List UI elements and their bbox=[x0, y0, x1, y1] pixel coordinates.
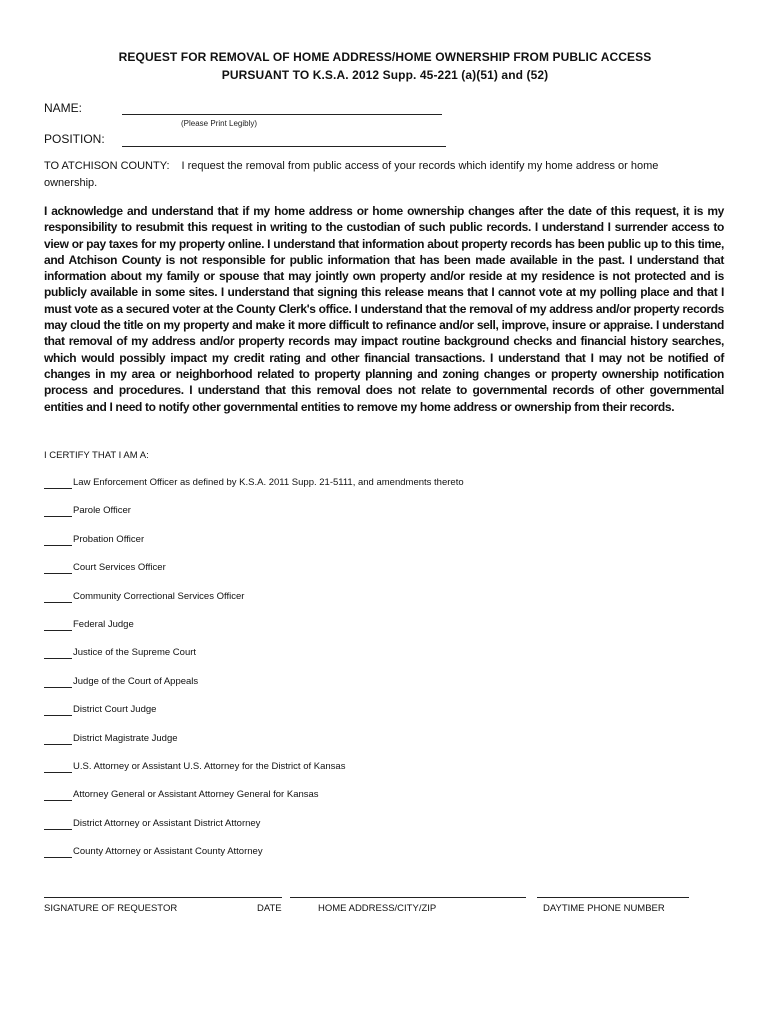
checkbox-blank[interactable] bbox=[44, 733, 72, 745]
address-line[interactable] bbox=[290, 897, 526, 898]
request-line bbox=[44, 160, 658, 172]
certify-option bbox=[44, 477, 464, 505]
certify-option-label: District Court Judge bbox=[73, 704, 157, 716]
certify-option bbox=[44, 619, 464, 647]
checkbox-blank[interactable] bbox=[44, 789, 72, 801]
certify-option-label: Judge of the Court of Appeals bbox=[73, 675, 199, 687]
checkbox-blank[interactable] bbox=[44, 761, 72, 773]
certify-option-label: Community Correctional Services Officer bbox=[73, 590, 245, 602]
certify-option-label: U.S. Attorney or Assistant U.S. Attorney for the District of Kansas bbox=[73, 760, 346, 772]
request-text: I request the removal from public access of your records which identify my home address or home bbox=[181, 160, 659, 172]
certify-option-label: Court Services Officer bbox=[73, 562, 166, 574]
certify-option bbox=[44, 647, 464, 675]
checkbox-blank[interactable] bbox=[44, 534, 72, 546]
certify-heading: I CERTIFY THAT I AM A: bbox=[44, 450, 149, 461]
certify-option bbox=[44, 818, 464, 846]
name-field[interactable] bbox=[122, 114, 442, 115]
certify-option bbox=[44, 505, 464, 533]
signature-line[interactable] bbox=[44, 897, 282, 898]
checkbox-blank[interactable] bbox=[44, 846, 72, 858]
certify-option-label: Law Enforcement Officer as defined by K.S.A. 2011 Supp. 21-5111, and amendments thereto bbox=[73, 477, 464, 488]
name-label: NAME: bbox=[44, 101, 83, 115]
checkbox-blank[interactable] bbox=[44, 676, 72, 688]
certify-option-label: Justice of the Supreme Court bbox=[73, 647, 197, 659]
position-label: POSITION: bbox=[44, 132, 105, 146]
certify-option bbox=[44, 704, 464, 732]
checkbox-blank[interactable] bbox=[44, 818, 72, 830]
checkbox-blank[interactable] bbox=[44, 562, 72, 574]
checkbox-blank[interactable] bbox=[44, 477, 72, 489]
checkbox-blank[interactable] bbox=[44, 591, 72, 603]
checkbox-blank[interactable] bbox=[44, 505, 72, 517]
certify-options bbox=[44, 477, 464, 874]
certify-option bbox=[44, 761, 464, 789]
certify-option-label: County Attorney or Assistant County Attorney bbox=[73, 846, 263, 858]
certify-option-label: Probation Officer bbox=[73, 533, 145, 545]
to-county-label: TO ATCHISON COUNTY: bbox=[44, 160, 170, 172]
acknowledgment-paragraph: I acknowledge and understand that if my home address or home ownership changes after the date of this request, it is my responsibility to resubmit this request in writing to the custodian of such public records. I understand I surrender access to view or pay taxes for my property online. I understand that information about property records has been public up to this time, and Atchison County is not responsible for public information that has been made available in the past. I understand that information about my family or spouse that may jointly own property and/or reside at my residence is not protected and is publicly available in some sites. I understand that signing this release means that I cannot vote at my polling place and that I must vote as a secured voter at the County Clerk's office. I understand that the removal of my address and/or property records may cloud the title on my property and make it more difficult to refinance and/or sell, improve, insure or appraise. I understand that removal of my address and/or property records may impact routine background checks and financial history searches, which would possibly impact my credit rating and other financial transactions. I understand that I may not be notified of changes in my area or neighborhood related to property planning and zoning changes or property ownership notification process and procedures. I understand that this removal does not relate to governmental records of other governmental entities and I need to notify other governmental entities to remove my home address or ownership from their records. bbox=[44, 204, 724, 414]
certify-option bbox=[44, 733, 464, 761]
checkbox-blank[interactable] bbox=[44, 647, 72, 659]
date-label: DATE bbox=[257, 903, 282, 914]
certify-option bbox=[44, 562, 464, 590]
checkbox-blank[interactable] bbox=[44, 704, 72, 716]
request-text-continued: ownership. bbox=[44, 177, 98, 189]
certify-option-label: District Attorney or Assistant District Attorney bbox=[73, 817, 261, 829]
certify-option-label: Attorney General or Assistant Attorney General for Kansas bbox=[73, 789, 319, 801]
certify-option bbox=[44, 846, 464, 874]
form-subtitle: PURSUANT TO K.S.A. 2012 Supp. 45-221 (a)(51) and (52) bbox=[221, 68, 549, 82]
phone-label: DAYTIME PHONE NUMBER bbox=[543, 903, 665, 914]
certify-option-label: Parole Officer bbox=[73, 505, 131, 517]
form-title: REQUEST FOR REMOVAL OF HOME ADDRESS/HOME OWNERSHIP FROM PUBLIC ACCESS bbox=[118, 50, 652, 64]
phone-line[interactable] bbox=[537, 897, 689, 898]
address-label: HOME ADDRESS/CITY/ZIP bbox=[318, 903, 437, 914]
certify-option bbox=[44, 534, 464, 562]
certify-option-label: District Magistrate Judge bbox=[73, 732, 178, 744]
name-hint: (Please Print Legibly) bbox=[181, 119, 258, 128]
certify-option bbox=[44, 789, 464, 817]
certify-option bbox=[44, 591, 464, 619]
certify-option-label: Federal Judge bbox=[73, 618, 134, 630]
signature-label: SIGNATURE OF REQUESTOR bbox=[44, 903, 178, 914]
certify-option bbox=[44, 676, 464, 704]
position-field[interactable] bbox=[122, 146, 446, 147]
checkbox-blank[interactable] bbox=[44, 619, 72, 631]
